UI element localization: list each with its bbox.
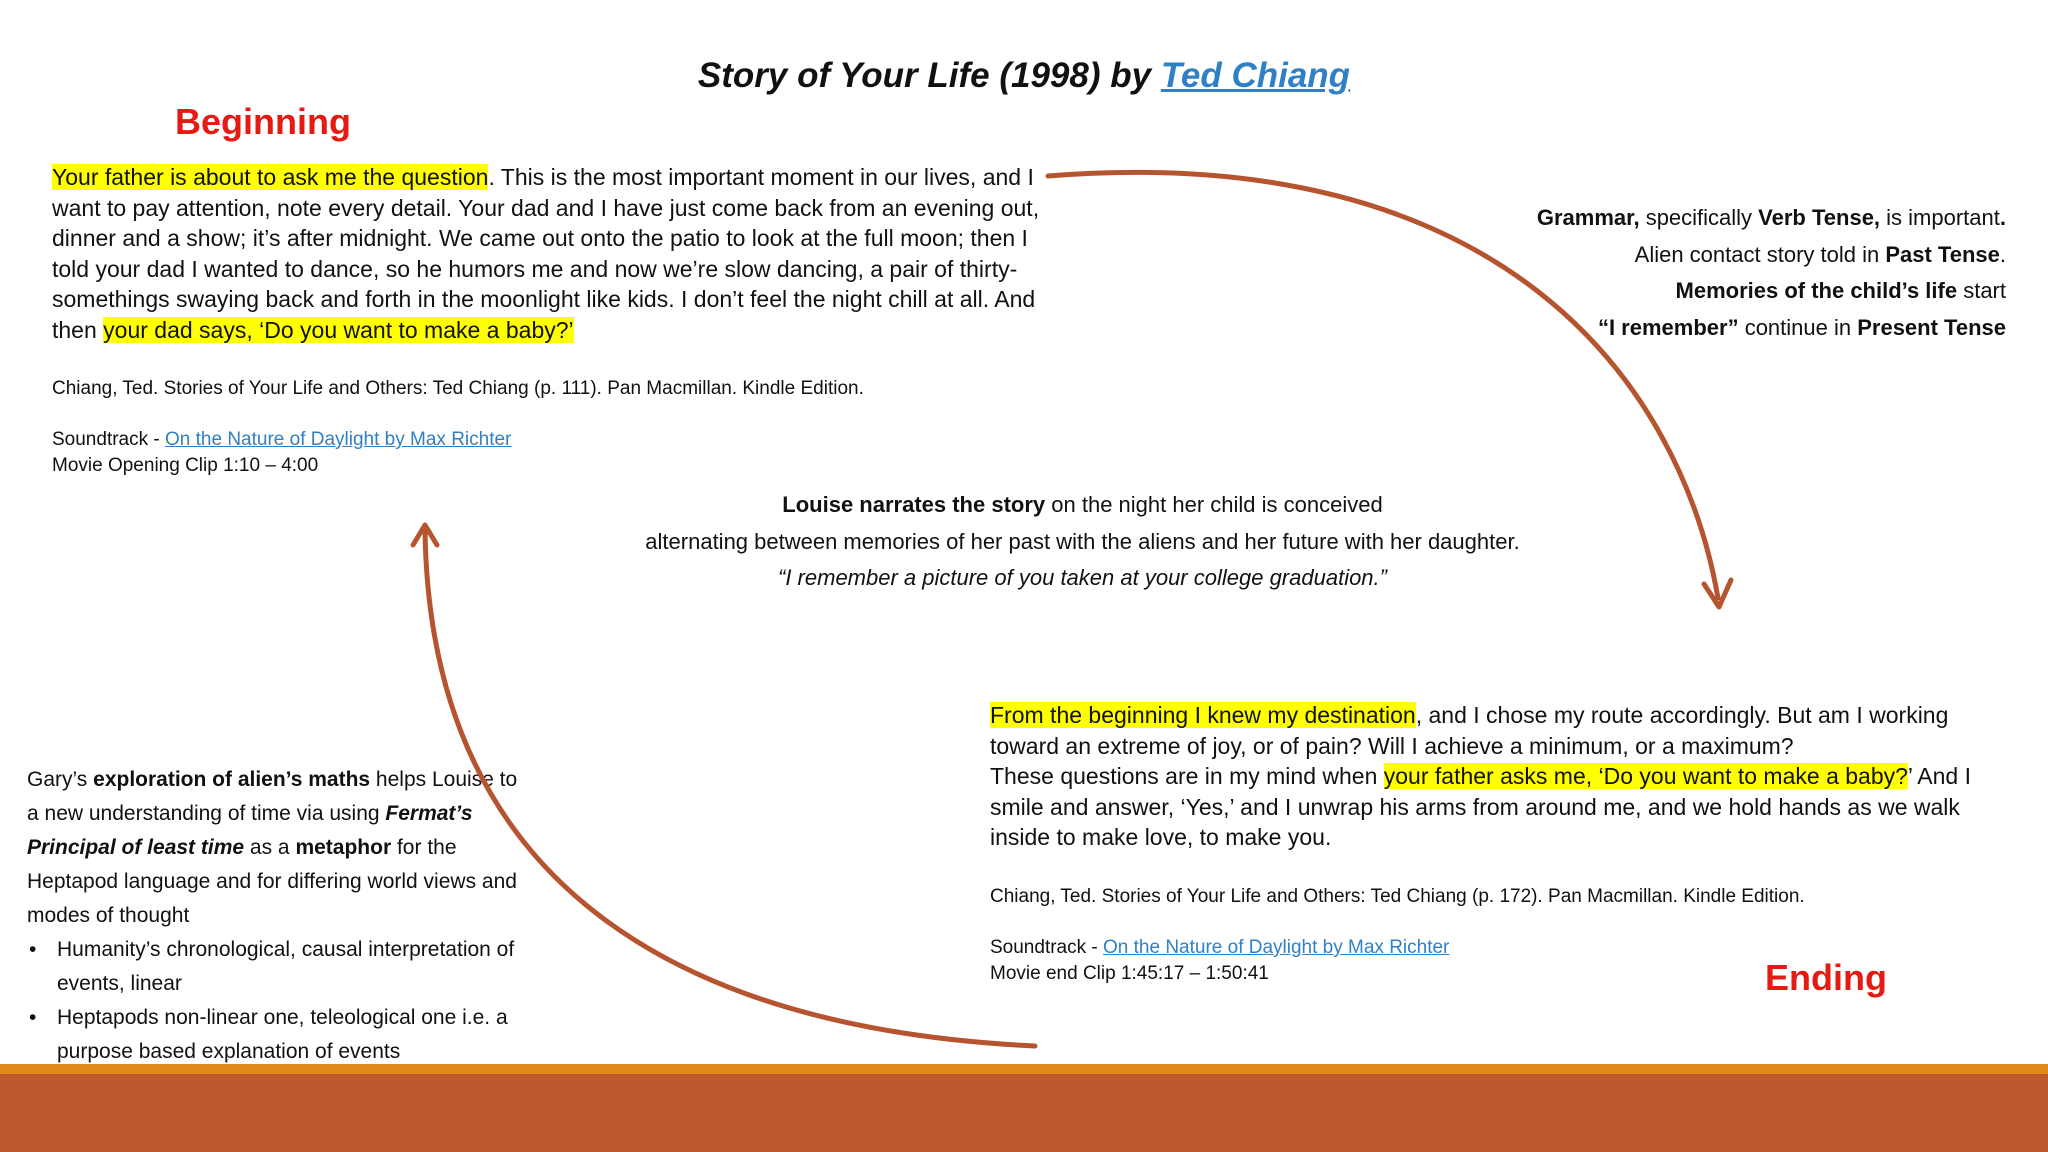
ending-highlight-2: your father asks me, ‘Do you want to make a baby? [1383,763,1908,789]
ending-clip: Movie end Clip 1:45:17 – 1:50:41 [990,963,1269,984]
beginning-citation: Chiang, Ted. Stories of Your Life and Others: Ted Chiang (p. 111). Pan Macmillan. Kindle Edition. [52,378,864,399]
beginning-text: . This is the most important moment in our lives, and I want to pay attention, note every detail. Your dad and I have just come back from an evening out, dinner and a show; it’s after midnight. We came out onto the patio to look at the full moon; then I told your dad I wanted to dance, so he humors me and now we’re slow dancing, a pair of thirty-somethings swaying back and forth in the moonlight like kids. I don’t feel the night chill at all. And then [52,164,1040,343]
soundtrack-link[interactable]: On the Nature of Daylight by Max Richter [1103,937,1450,958]
grammar-line-3: Memories of the child’s life start [1675,278,2006,303]
ending-citation: Chiang, Ted. Stories of Your Life and Others: Ted Chiang (p. 172). Pan Macmillan. Kindle Edition. [990,886,1805,907]
list-item: • Humanity’s chronological, causal interpretation of events, linear [57,933,527,1001]
gary-paragraph: Gary’s exploration of alien’s maths helps Louise to a new understanding of time via using Fermat’s Principal of least time as a metaphor for the Heptapod language and for differing world views and modes of thought [27,768,518,927]
ending-highlight-1: From the beginning I knew my destination [990,702,1416,728]
list-item: • Heptapods non-linear one, teleological one i.e. a purpose based explanation of events [57,1001,527,1069]
right-curved-arrow [1048,172,1731,607]
soundtrack-link[interactable]: On the Nature of Daylight by Max Richter [165,429,512,450]
center-quote: “I remember a picture of you taken at your college graduation.” [778,565,1387,590]
beginning-highlight-1: Your father is about to ask me the question [52,164,489,190]
footer-bar [0,1074,2048,1152]
ending-paragraph-2: These questions are in my mind when your father asks me, ‘Do you want to make a baby?’ And I smile and answer, ‘Yes,’ and I unwrap his arms from around me, and we hold hands as we walk inside to make love, to make you. [990,763,1972,850]
center-line-2: alternating between memories of her past with the aliens and her future with her daughter. [645,528,1520,554]
grammar-line-2: Alien contact story told in Past Tense. [1634,241,2006,267]
author-link[interactable]: Ted Chiang [1160,56,1351,95]
left-curved-arrow [413,525,1035,1046]
footer-accent-line [0,1064,2048,1074]
grammar-line-4: “I remember” continue in Present Tense [1597,314,2006,340]
grammar-line-1: Grammar, specifically Verb Tense, is important. [1536,205,2006,230]
ending-paragraph-1: From the beginning I knew my destination, and I chose my route accordingly. But am I working toward an extreme of joy, or of pain? Will I achieve a minimum, or a maximum? [990,702,1949,759]
soundtrack-label: Soundtrack - [990,937,1103,958]
opening-clip: Movie Opening Clip 1:10 – 4:00 [52,455,319,476]
soundtrack-label: Soundtrack - [52,429,165,450]
title-text: Story of Your Life (1998) by [697,56,1161,95]
beginning-highlight-2: your dad says, ‘Do you want to make a baby?’ [103,316,574,343]
center-line-1: Louise narrates the story on the night her child is conceived [782,492,1383,517]
ending-heading: Ending [1765,957,1887,998]
beginning-heading: Beginning [175,101,351,142]
